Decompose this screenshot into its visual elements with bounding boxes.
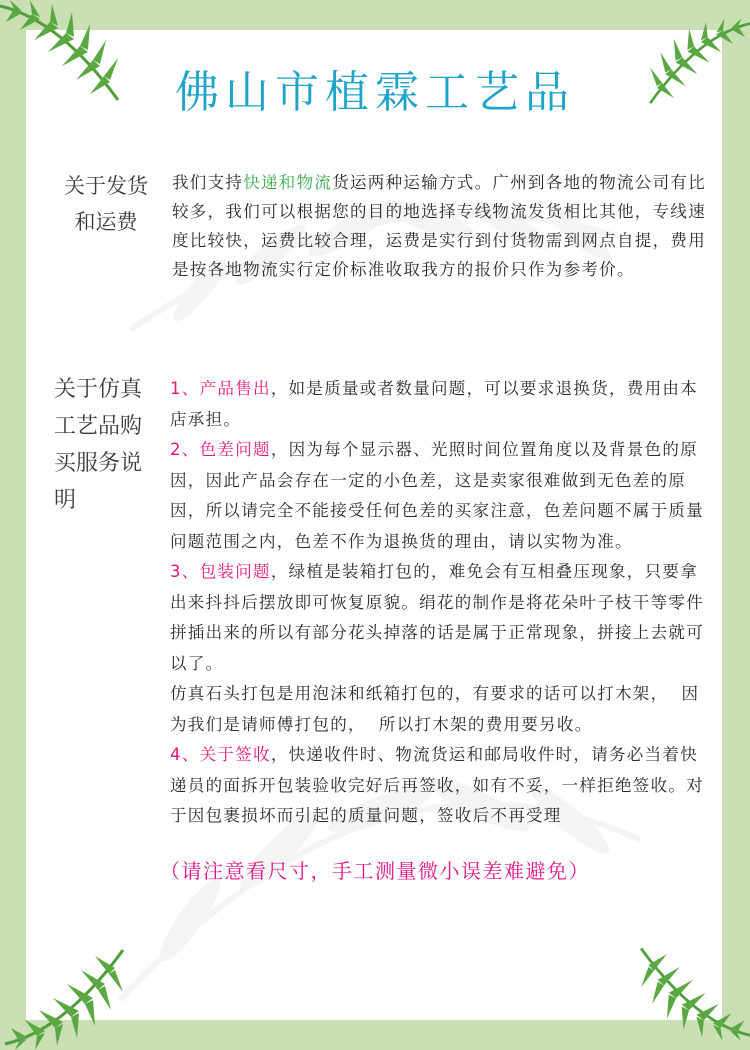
shipping-highlight: 快递和物流 bbox=[243, 173, 333, 192]
purchase-item bbox=[170, 679, 710, 740]
purchase-item bbox=[170, 374, 710, 435]
purchase-item-text: 仿真石头打包是用泡沫和纸箱打包的，有要求的话可以打木架， 因为我们是请师傅打包的， 所以打木架的费用要另收。 bbox=[170, 684, 700, 734]
purchase-item-heading: 3、包装问题 bbox=[170, 562, 271, 581]
fern-leaf-bottom-left-icon bbox=[0, 940, 140, 1050]
purchase-item-heading: 2、色差问题 bbox=[170, 440, 271, 459]
purchase-item-text: ，绿植是装箱打包的，难免会有互相叠压现象，只要拿出来抖抖后摆放即可恢复原貌。绢花的制作是将花朵叶子枝干等零件拼插出来的所以有部分花头掉落的话是属于正常现象，拼接上去就可以了。 bbox=[170, 562, 704, 673]
purchase-item-text: ，快递收件时、物流货运和邮局收件时，请务必当着快递员的面拆开包装验收完好后再签收，如有不妥，一样拒绝签收。对于因包裹损坏而引起的质量问题，签收后不再受理 bbox=[170, 745, 704, 825]
shipping-label-line2: 和运费 bbox=[74, 210, 138, 234]
shipping-text-before: 我们支持 bbox=[172, 173, 244, 192]
purchase-item bbox=[170, 435, 710, 557]
page-title: 佛山市植霖工艺品 bbox=[175, 67, 575, 118]
purchase-item bbox=[170, 557, 710, 679]
purchase-label-line3: 买服务说 bbox=[54, 451, 143, 476]
size-note: （请注意看尺寸，手工测量微小误差难避免） bbox=[160, 859, 590, 883]
purchase-paragraph bbox=[170, 374, 710, 832]
purchase-section-label bbox=[54, 371, 142, 519]
shipping-label-line1: 关于发货 bbox=[64, 174, 148, 198]
shipping-paragraph bbox=[172, 168, 712, 284]
purchase-item bbox=[170, 740, 710, 832]
fern-leaf-bottom-right-icon bbox=[630, 930, 750, 1050]
purchase-item-text: ，如是质量或者数量问题，可以要求退换货，费用由本店承担。 bbox=[170, 379, 699, 429]
purchase-label-line4: 明 bbox=[54, 488, 77, 513]
shipping-section-label bbox=[54, 168, 158, 240]
purchase-item-heading: 4、关于签收 bbox=[170, 745, 271, 764]
shipping-text-after: 货运两种运输方式。广州到各地的物流公司有比较多，我们可以根据您的目的地选择专线物流发货相比其他，专线速度比较快，运费比较合理，运费是实行到付货物需到网点自提，费用是按各地物流实行定价标准收取我方的报价只作为参考价。 bbox=[172, 173, 707, 279]
purchase-label-line1: 关于仿真 bbox=[54, 377, 143, 402]
purchase-item-heading: 1、产品售出 bbox=[170, 379, 271, 398]
purchase-label-line2: 工艺品购 bbox=[54, 414, 143, 439]
purchase-item-text: ，因为每个显示器、光照时间位置角度以及背景色的原因，因此产品会存在一定的小色差，这是卖家很难做到无色差的原因，所以请完全不能接受任何色差的买家注意，色差问题不属于质量问题范围之内，色差不作为退换货的理由，请以实物为准。 bbox=[170, 440, 704, 551]
